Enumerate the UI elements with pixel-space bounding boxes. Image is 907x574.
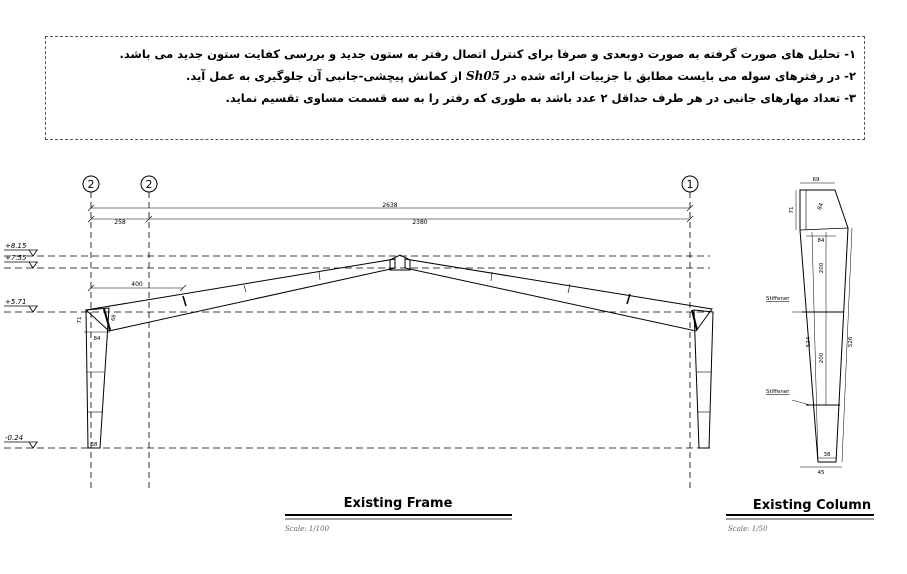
col-seg-upper-text: 200 bbox=[819, 262, 825, 274]
right-column bbox=[694, 310, 713, 448]
frame-dimensions bbox=[88, 205, 693, 291]
stiffener-label-upper: Stiffener bbox=[766, 296, 790, 302]
level-triangle bbox=[29, 442, 37, 448]
rafter-joint bbox=[319, 272, 320, 280]
col-top-depth-text: 71 bbox=[789, 206, 795, 214]
left-column-outline bbox=[86, 308, 109, 448]
level-triangle bbox=[29, 262, 37, 268]
col-inner-length-text: 524 bbox=[806, 336, 812, 348]
level-lines bbox=[4, 256, 710, 448]
axis-label-1: 1 bbox=[686, 178, 694, 191]
column-base-width-text: 38 bbox=[90, 442, 98, 448]
existing-column-detail bbox=[726, 183, 874, 519]
column-title: Existing Column bbox=[752, 498, 872, 513]
note-2-text-end: از کمانش پیچشی-جانبی آن جلوگیری به عمل آید. bbox=[185, 69, 462, 83]
right-column-outline bbox=[694, 310, 713, 448]
existing-frame-elevation bbox=[4, 176, 713, 519]
existing-frame-labels bbox=[5, 178, 694, 533]
level-label-815: +8.15 bbox=[5, 242, 27, 250]
col-inner-flange-text: 84 bbox=[817, 238, 825, 244]
level-label-024: -0.24 bbox=[5, 434, 24, 442]
col-base-width-text: 38 bbox=[823, 452, 831, 458]
stiffener-label-lower: Stiffener bbox=[766, 389, 790, 395]
col-flange-text: 84 bbox=[817, 202, 826, 211]
haunch-length-text: 400 bbox=[131, 281, 143, 288]
level-markers bbox=[4, 250, 38, 448]
column-scale: Scale: 1/50 bbox=[728, 525, 768, 533]
frame-title: Existing Frame bbox=[343, 496, 453, 511]
frame-scale: Scale: 1/100 bbox=[285, 525, 330, 533]
axis-label-2b: 2 bbox=[145, 178, 153, 191]
left-rafter bbox=[86, 259, 395, 331]
rafters bbox=[86, 255, 712, 331]
axis-label-2a: 2 bbox=[87, 178, 95, 191]
column-detail-outline bbox=[800, 190, 848, 462]
dim-258-text: 258 bbox=[114, 219, 126, 226]
note-1: ۱- تحلیل های صورت گرفته به صورت دوبعدی و صرفا برای کنترل اتصال رفتر به ستون جدید و بررسی کفایت ستون جدید می باشد. bbox=[119, 47, 856, 61]
level-label-755: +7.55 bbox=[5, 254, 27, 262]
note-3: ۳- تعداد مهارهای جانبی در هر طرف حداقل ۲ عدد باشد به طوری که رفتر را به سه قسمت مساوی تقسیم نماید. bbox=[225, 91, 856, 105]
overall-dim-text: 2638 bbox=[382, 202, 398, 209]
stiffener-leader-lower bbox=[792, 400, 810, 405]
right-rafter bbox=[405, 259, 712, 331]
rafter-end-depth-text: 68 bbox=[110, 314, 118, 322]
col-seg-lower-text: 200 bbox=[819, 352, 825, 364]
col-outer-length-text: 526 bbox=[847, 336, 855, 348]
dim-2380-text: 2380 bbox=[412, 219, 428, 226]
level-label-571: +5.71 bbox=[5, 298, 27, 306]
note-2-detail-code: Sh05 bbox=[465, 69, 501, 83]
haunch-depth-text: 71 bbox=[77, 316, 83, 324]
col-base-total-text: 45 bbox=[817, 470, 825, 476]
grid-axes bbox=[91, 192, 690, 492]
level-triangle bbox=[29, 250, 37, 256]
rafter-splice bbox=[183, 296, 186, 306]
rafter-joint bbox=[244, 285, 246, 292]
column-top-plate bbox=[800, 228, 848, 230]
level-triangle bbox=[29, 306, 37, 312]
note-2-text-start: ۲- در رفترهای سوله می بایست مطابق با جزییات ارائه شده در bbox=[504, 69, 856, 83]
col-top-width-text: 69 bbox=[812, 177, 820, 183]
column-top-width-text: 84 bbox=[93, 336, 101, 342]
